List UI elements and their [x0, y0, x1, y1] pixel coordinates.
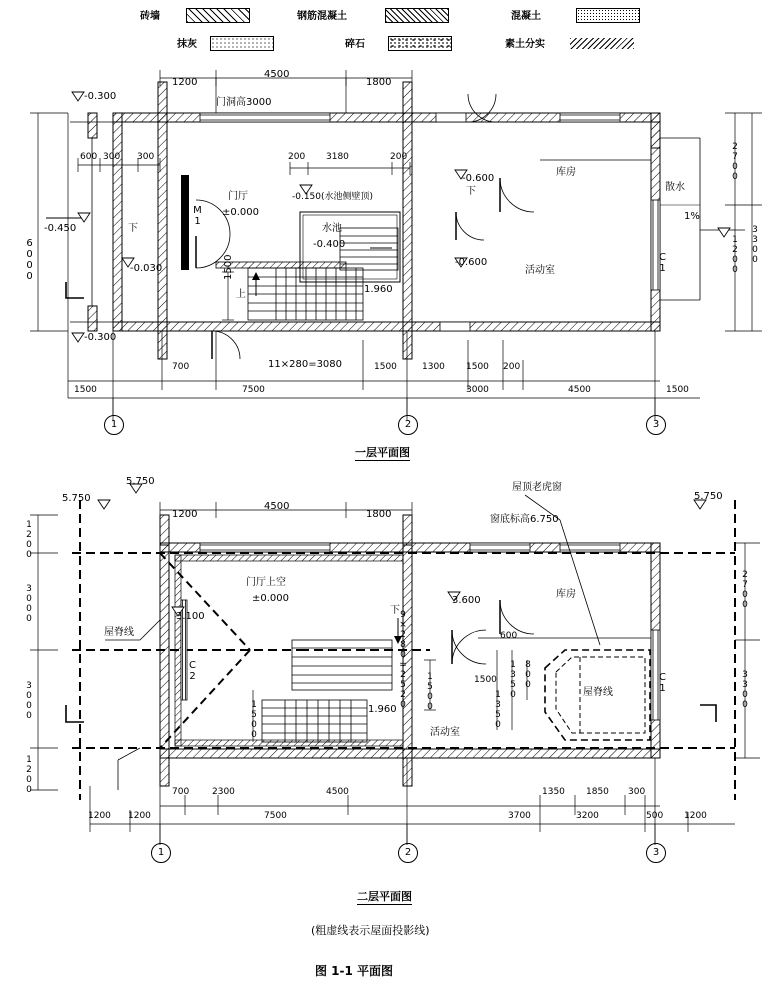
note-c2-text: C2	[187, 660, 198, 682]
plan2-elev-0: 5.750	[62, 493, 91, 504]
plan2-botdim1-0: 700	[172, 787, 190, 797]
room-label-huodongshi-2: 活动室	[430, 727, 460, 738]
plan2-elev-3: 3.100	[176, 611, 205, 622]
plan1-innerdim-4: 3180	[326, 152, 349, 162]
plan2-botdim1-1: 2300	[212, 787, 235, 797]
plan2-innerdim-1-text: 1500	[249, 700, 259, 740]
room-elev-menting: ±0.000	[222, 207, 260, 218]
plan1-elev-0: -0.300	[84, 91, 117, 102]
plan1-botdim2-3: 4500	[568, 385, 591, 395]
room-label-kufang-2: 库房	[556, 589, 576, 600]
plan1-right-dim-1-text: 1200	[730, 235, 740, 275]
plan2-leftdim-2-text: 3000	[24, 681, 34, 721]
note-window-sill: 窗底标高6.750	[490, 514, 559, 525]
plan2-innerdim-4-text: 800	[523, 660, 533, 690]
note-ridge-line-1: 屋脊线	[104, 627, 134, 638]
plan2-botdim1-2: 4500	[326, 787, 349, 797]
plan2-botdim1-5: 300	[628, 787, 646, 797]
plan1-right-dim-2	[750, 225, 759, 268]
plan1-elev-2: -0.450	[44, 223, 77, 234]
figure-caption: 图 1-1 平面图	[315, 964, 394, 978]
axis-marker-2-plan2: 2	[398, 843, 418, 863]
plan1-left-dim	[24, 238, 34, 285]
note-down-plan2: 下	[390, 605, 400, 616]
plan2-leftdim-1-text: 3000	[24, 584, 34, 624]
plan2-leftdim-0-text: 1200	[24, 520, 34, 560]
plan2-stair-note	[398, 610, 407, 713]
plan1-right-dim-1	[730, 235, 739, 278]
plan1-right-dim-0	[730, 142, 739, 185]
plan1-topdim-0: 1200	[172, 77, 198, 88]
plan1-right-dim-2-text: 3300	[750, 225, 760, 265]
room-label-kufang: 库房	[556, 167, 576, 178]
plan1-innerdim-3: 200	[288, 152, 306, 162]
plan1-inner-dim-6-text: 1500	[223, 254, 234, 280]
plan2-innerdim-1	[249, 700, 258, 743]
plan2-geometry	[30, 484, 760, 845]
plan1-botdim1-0: 700	[172, 362, 190, 372]
note-up-1: 上	[236, 289, 246, 300]
note-door-height: 门洞高3000	[216, 97, 272, 108]
plan2-botdim2-2: 7500	[264, 811, 287, 821]
room-label-shuichi: 水池	[322, 223, 342, 234]
plan2-botdim2-4: 3200	[576, 811, 599, 821]
plan2-innerdim-2	[493, 690, 502, 733]
plan1-botdim1-3: 1500	[466, 362, 489, 372]
plan1-innerdim-5: 200	[390, 152, 408, 162]
plan1-title	[355, 444, 410, 460]
plan1-elev-1: -0.300	[84, 332, 117, 343]
plan1-elev-6: -0.600	[455, 257, 488, 268]
plan1-elev-3: -0.030	[130, 263, 163, 274]
plan2-leftdim-3-text: 1200	[24, 755, 34, 795]
plan2-rightdim-0-text: 2700	[740, 570, 750, 610]
plan1-botdim1-1: 1500	[374, 362, 397, 372]
plan2-innerdim-0	[425, 672, 434, 715]
plan1-stair-landing-elev: 1.960	[364, 284, 393, 295]
plan2-title	[357, 888, 412, 904]
plan2-rightdim-1-text: 3300	[740, 670, 750, 710]
plan1-botdim2-2: 3000	[466, 385, 489, 395]
note-c1-plan1	[657, 252, 667, 277]
note-dormer: 屋顶老虎窗	[512, 482, 562, 493]
plan1-topdim-2: 1800	[366, 77, 392, 88]
plan2-topdim-0: 1200	[172, 509, 198, 520]
plan2-elev-5: 1.960	[368, 704, 397, 715]
room-label-huodongshi: 活动室	[525, 265, 555, 276]
axis-marker-2-plan1: 2	[398, 415, 418, 435]
plan1-stair-note: 11×280=3080	[268, 359, 343, 370]
plan1-pool-elev: -0.400	[313, 239, 346, 250]
plan1-elev-4: -0.150(水池侧壁顶)	[292, 192, 374, 202]
plan1-left-dim-text: 6000	[24, 238, 35, 282]
note-c2	[187, 660, 197, 685]
room-elev-menting-shangkong: ±0.000	[252, 593, 290, 604]
legend-label-4: 碎石	[345, 39, 365, 50]
plan1-innerdim-0: 600	[80, 152, 98, 162]
plan1-topdim-1: 4500	[264, 69, 290, 80]
room-label-menting-shangkong: 门厅上空	[246, 577, 286, 588]
note-percent: 1%	[684, 211, 700, 222]
plan2-stair-note-text: 9×280=2520	[398, 610, 408, 710]
plan2-innerdim-0-text: 1500	[425, 672, 435, 712]
plan1-botdim1-4: 200	[503, 362, 521, 372]
plan2-botdim2-1: 1200	[128, 811, 151, 821]
note-c1-plan1-text: C1	[657, 252, 668, 274]
plan1-right-dim-0-text: 2700	[730, 142, 740, 182]
axis-marker-3-plan2: 3	[646, 843, 666, 863]
plan2-leftdim-0	[24, 520, 33, 563]
legend-label-5: 素土分实	[505, 39, 545, 50]
plan2-elev-1: 5.750	[126, 476, 155, 487]
room-label-sanshui: 散水	[665, 182, 685, 193]
note-ridge-line-2: 屋脊线	[583, 687, 613, 698]
plan2-leftdim-3	[24, 755, 33, 798]
axis-marker-1-plan1: 1	[104, 415, 124, 435]
plan2-rightdim-1	[740, 670, 749, 713]
plan1-botdim2-0: 1500	[74, 385, 97, 395]
axis-marker-1-plan2: 1	[151, 843, 171, 863]
plan2-innerdim-2-text: 1350	[493, 690, 503, 730]
plan2-topdim-1: 4500	[264, 501, 290, 512]
plan2-leftdim-2	[24, 681, 33, 724]
plan2-elev-4: 3.600	[452, 595, 481, 606]
room-label-menting: 门厅	[228, 191, 248, 202]
plan2-botdim1-3: 1350	[542, 787, 565, 797]
note-c1-plan2-text: C1	[657, 672, 668, 694]
plan2-botdim2-5: 500	[646, 811, 664, 821]
plan2-elev-2: 5.750	[694, 491, 723, 502]
plan1-botdim2-4: 1500	[666, 385, 689, 395]
plan2-innerdim-4	[523, 660, 532, 693]
legend-label-3: 抹灰	[177, 39, 197, 50]
plan2-topdim-2: 1800	[366, 509, 392, 520]
plan1-botdim1-2: 1300	[422, 362, 445, 372]
plan2-botdim1-4: 1850	[586, 787, 609, 797]
legend-label-2: 混凝土	[511, 11, 541, 22]
note-c1-plan2	[657, 672, 667, 697]
plan2-subtitle: (粗虚线表示屋面投影线)	[311, 924, 430, 937]
plan2-botdim2-3: 3700	[508, 811, 531, 821]
plan2-innerdim-3	[508, 660, 517, 703]
note-m1-text: M1	[192, 205, 203, 227]
plan2-innerdim-3-text: 1350	[508, 660, 518, 700]
plan2-leftdim-1	[24, 584, 33, 627]
note-down-1: 下	[128, 223, 138, 234]
plan1-botdim2-1: 7500	[242, 385, 265, 395]
plan2-rightdim-0	[740, 570, 749, 613]
plan2-title-text: 二层平面图	[357, 890, 412, 903]
plan1-title-text: 一层平面图	[355, 446, 410, 459]
plan2-botdim2-6: 1200	[684, 811, 707, 821]
legend-label-1: 钢筋混凝土	[297, 11, 347, 22]
plan2-innerdim-5: 600	[500, 631, 518, 641]
legend-label-0: 砖墙	[140, 11, 160, 22]
plan1-elev-5: -0.600	[462, 173, 495, 184]
axis-marker-3-plan1: 3	[646, 415, 666, 435]
note-m1	[192, 205, 202, 230]
plan1-innerdim-2: 300	[137, 152, 155, 162]
plan1-innerdim-1: 300	[103, 152, 121, 162]
note-down-2: 下	[466, 186, 476, 197]
plan2-innerdim-6: 1500	[474, 675, 497, 685]
plan2-botdim2-0: 1200	[88, 811, 111, 821]
